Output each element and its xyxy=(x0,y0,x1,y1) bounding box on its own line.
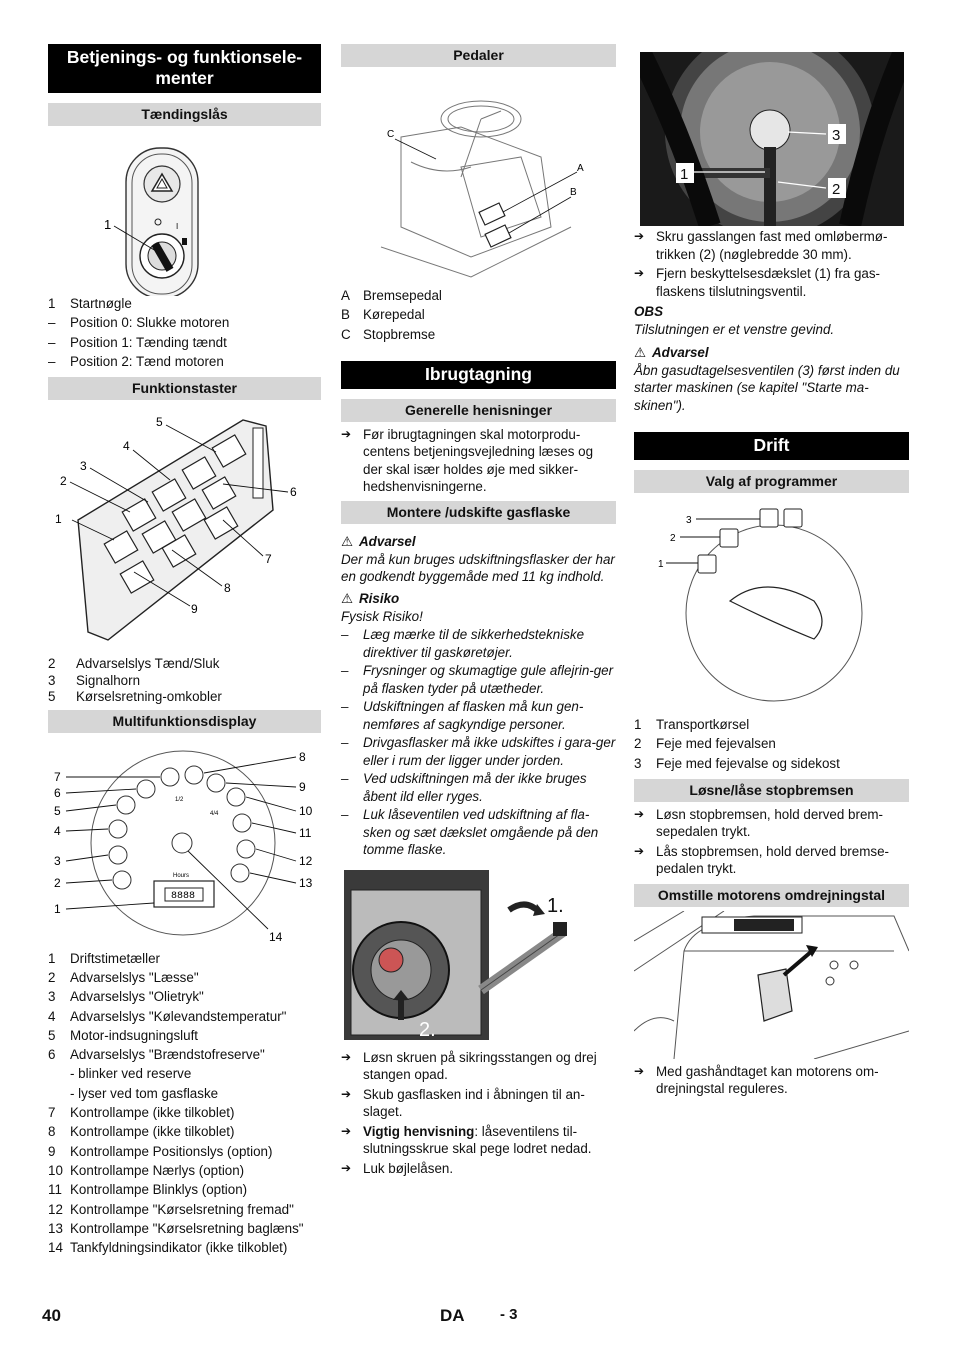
valve-photo xyxy=(640,52,909,226)
risk-item: – Ved udskiftningen må der ikke bruges åbent ild eller ryges. xyxy=(341,771,587,804)
list-item: 5 Kørselsretning-omkobler xyxy=(48,689,222,705)
display-label-4: 4 xyxy=(54,823,61,838)
display-label-5: 5 xyxy=(54,803,61,818)
list-item: 8 Kontrollampe (ikke tilkoblet) xyxy=(48,1124,235,1140)
pedals-label-b: B xyxy=(570,187,577,198)
instruction-step: ➔ Skub gasflasken ind i åbningen til an-slaget. xyxy=(341,1086,585,1120)
list-item: B Kørepedal xyxy=(341,307,425,323)
warning-heading: ⚠ Advarsel xyxy=(634,344,709,360)
buttons-label-1: 1 xyxy=(55,512,62,527)
program-label-2: 2 xyxy=(670,533,676,544)
list-item: 1 Startnøgle xyxy=(48,296,132,311)
list-item: C Stopbremse xyxy=(341,326,436,342)
instruction-step: ➔ Lås stopbremsen, hold derved bremse-pedalen trykt. xyxy=(634,843,889,877)
column-1 xyxy=(48,44,321,1257)
display-label-8: 8 xyxy=(299,749,306,764)
list-item: 3 Advarselslys "Olietryk" xyxy=(48,989,204,1005)
svg-text:8888: 8888 xyxy=(171,890,196,902)
list-item: A Bremsepedal xyxy=(341,288,442,303)
list-item: 10 Kontrollampe Nærlys (option) xyxy=(48,1162,245,1178)
ignition-figure xyxy=(48,126,321,296)
display-label-2: 2 xyxy=(54,875,61,890)
list-item: 11 Kontrollampe Blinklys (option) xyxy=(48,1182,248,1198)
ignition-label-1: 1 xyxy=(104,217,112,232)
obs-text: Tilslutningen er et venstre gevind. xyxy=(634,322,835,337)
svg-text:4/4: 4/4 xyxy=(210,810,219,817)
pedals-label-a: A xyxy=(577,163,584,174)
display-label-1: 1 xyxy=(54,901,61,916)
list-item: 3 Feje med fejevalse og sidekost xyxy=(634,755,840,771)
section-title-controls: Betjenings- og funktionsele- menter xyxy=(48,44,321,93)
valve-label-2: 2 xyxy=(832,181,841,198)
display-label-3: 3 xyxy=(54,853,61,868)
column-3 xyxy=(634,52,909,1098)
list-item: 7 Kontrollampe (ikke tilkoblet) xyxy=(48,1105,235,1121)
buttons-label-2: 2 xyxy=(60,474,67,489)
program-label-3: 3 xyxy=(686,515,692,526)
display-label-9: 9 xyxy=(299,779,306,794)
instruction-step: ➔ Luk bøjlelåsen. xyxy=(341,1160,454,1176)
warning-heading: ⚠ Advarsel xyxy=(341,533,416,549)
risk-intro: Fysisk Risiko! xyxy=(341,608,423,624)
pedals-label-c: C xyxy=(387,129,395,140)
subsection-function-buttons: Funktionstaster xyxy=(48,377,321,400)
warning-triangle-icon: ⚠ xyxy=(341,590,354,606)
risk-heading: ⚠ Risiko xyxy=(341,590,400,606)
instruction-step: ➔ Med gashåndtaget kan motorens om-drejningstal reguleres. xyxy=(634,1063,879,1097)
risk-item: – Frysninger og skumagtige gule aflejrin-ger på flasken tyder på utætheder. xyxy=(341,663,614,696)
list-item: 2 Advarselslys Tænd/Sluk xyxy=(48,656,220,672)
list-subitem: - lyser ved tom gasflaske xyxy=(70,1085,219,1101)
gas-photo-label-2: 2. xyxy=(419,1018,436,1041)
column-2 xyxy=(341,44,616,1177)
display-label-13: 13 xyxy=(299,875,313,890)
valve-label-1: 1 xyxy=(680,166,689,183)
subsection-parking-brake: Løsne/låse stopbremsen xyxy=(634,779,909,802)
list-item: – Position 1: Tænding tændt xyxy=(48,334,227,350)
warning-text: Åbn gasudtagelsesventilen (3) først inden du starter maskinen (se kapitel "Starte ma-skinen"). xyxy=(634,362,900,413)
risk-item: – Udskiftningen af flasken må kun gen-nemføres af sagkyndige personer. xyxy=(341,699,584,732)
list-item: 3 Signalhorn xyxy=(48,672,141,688)
subsection-engine-speed: Omstille motorens omdrejningstal xyxy=(634,884,909,907)
obs-heading: OBS xyxy=(634,304,664,319)
list-item: 2 Feje med fejevalsen xyxy=(634,736,776,752)
list-item: 14 Tankfyldningsindikator (ikke tilkoblet) xyxy=(48,1240,288,1256)
list-item: 12 Kontrollampe "Kørselsretning fremad" xyxy=(48,1201,294,1217)
subsection-multifunction-display: Multifunktionsdisplay xyxy=(48,710,321,733)
list-item: 5 Motor-indsugningsluft xyxy=(48,1027,199,1043)
display-figure xyxy=(48,733,321,951)
list-item: 1 Driftstimetæller xyxy=(48,950,161,966)
instruction-step: ➔ Løsn stopbremsen, hold derved brem-sepedalen trykt. xyxy=(634,806,884,840)
display-label-12: 12 xyxy=(299,853,313,868)
display-label-7: 7 xyxy=(54,769,61,784)
buttons-label-6: 6 xyxy=(290,485,297,500)
instruction-step: ➔ Før ibrugtagningen skal motorprodu-centens betjeningsvejledning læses og der skal især holdes øje med sikker-hedshenvisningerne. xyxy=(341,426,594,495)
buttons-label-5: 5 xyxy=(156,415,163,430)
list-item: 13 Kontrollampe "Kørselsretning baglæns" xyxy=(48,1220,304,1236)
gas-cylinder-photo xyxy=(341,870,616,1046)
list-item: 6 Advarselslys "Brændstofreserve" xyxy=(48,1047,265,1063)
warning-text: Der må kun bruges udskiftningsflasker der har en godkendt byggemåde med 11 kg indhold. xyxy=(341,551,615,585)
instruction-step: ➔ Skru gasslangen fast med omløbermø-trikken (2) (nøglebredde 30 mm). xyxy=(634,229,888,262)
list-item: 4 Advarselslys "Kølevandstemperatur" xyxy=(48,1008,287,1024)
subsection-program-selection: Valg af programmer xyxy=(634,470,909,493)
buttons-label-8: 8 xyxy=(224,581,231,596)
section-title-operation: Drift xyxy=(634,432,909,460)
svg-text:1/2: 1/2 xyxy=(175,796,184,803)
display-label-10: 10 xyxy=(299,803,313,818)
buttons-label-7: 7 xyxy=(265,552,272,567)
instruction-step: ➔ Fjern beskyttelsesdækslet (1) fra gas-flaskens tilslutningsventil. xyxy=(634,266,880,299)
svg-text:I: I xyxy=(176,222,179,231)
page-number: 40 xyxy=(42,1306,61,1325)
instruction-step: ➔ Løsn skruen på sikringsstangen og drej stangen opad. xyxy=(341,1049,597,1083)
list-item: 2 Advarselslys "Læsse" xyxy=(48,969,199,985)
buttons-label-3: 3 xyxy=(80,459,87,474)
risk-item: – Læg mærke til de sikkerhedstekniske direktiver til gaskøretøjer. xyxy=(341,627,585,660)
list-item: 1 Transportkørsel xyxy=(634,717,750,732)
instruction-step: ➔ Vigtig henvisning: låseventilens til-slutningsskrue skal pege lodret nedad. xyxy=(341,1123,592,1157)
subsection-ignition: Tændingslås xyxy=(48,103,321,126)
display-label-11: 11 xyxy=(299,825,312,840)
list-item: 9 Kontrollampe Positionslys (option) xyxy=(48,1143,273,1159)
risk-item: – Luk låseventilen ved udskiftning af fla-sken og sæt dækslet omgående på den tomme flaske. xyxy=(341,807,599,858)
display-label-6: 6 xyxy=(54,785,61,800)
list-item: – Position 0: Slukke motoren xyxy=(48,315,230,331)
throttle-figure xyxy=(634,911,909,1059)
display-label-14: 14 xyxy=(269,929,283,944)
function-buttons-figure xyxy=(48,400,321,656)
warning-triangle-icon: ⚠ xyxy=(341,533,354,549)
subsection-gas-cylinder: Montere /udskifte gasflaske xyxy=(341,501,616,524)
subsection-general-notes: Generelle henisninger xyxy=(341,399,616,422)
buttons-label-4: 4 xyxy=(123,439,130,454)
valve-label-3: 3 xyxy=(832,127,841,144)
list-subitem: - blinker ved reserve xyxy=(70,1066,192,1082)
buttons-label-9: 9 xyxy=(191,602,198,617)
hours-label: Hours xyxy=(173,872,190,879)
section-title-commissioning: Ibrugtagning xyxy=(341,361,616,389)
language-code: DA xyxy=(440,1306,465,1325)
program-dial-figure xyxy=(634,493,909,713)
subsection-pedals: Pedaler xyxy=(341,44,616,67)
sub-page-number: - 3 xyxy=(500,1306,518,1323)
pedals-figure xyxy=(341,67,616,282)
warning-triangle-icon: ⚠ xyxy=(634,344,647,360)
gas-photo-label-1: 1. xyxy=(547,894,564,917)
list-item: – Position 2: Tænd motoren xyxy=(48,353,224,369)
risk-item: – Drivgasflasker må ikke udskiftes i gara-ger eller i rum der ligger under jorden. xyxy=(341,735,616,768)
program-label-1: 1 xyxy=(658,559,664,570)
